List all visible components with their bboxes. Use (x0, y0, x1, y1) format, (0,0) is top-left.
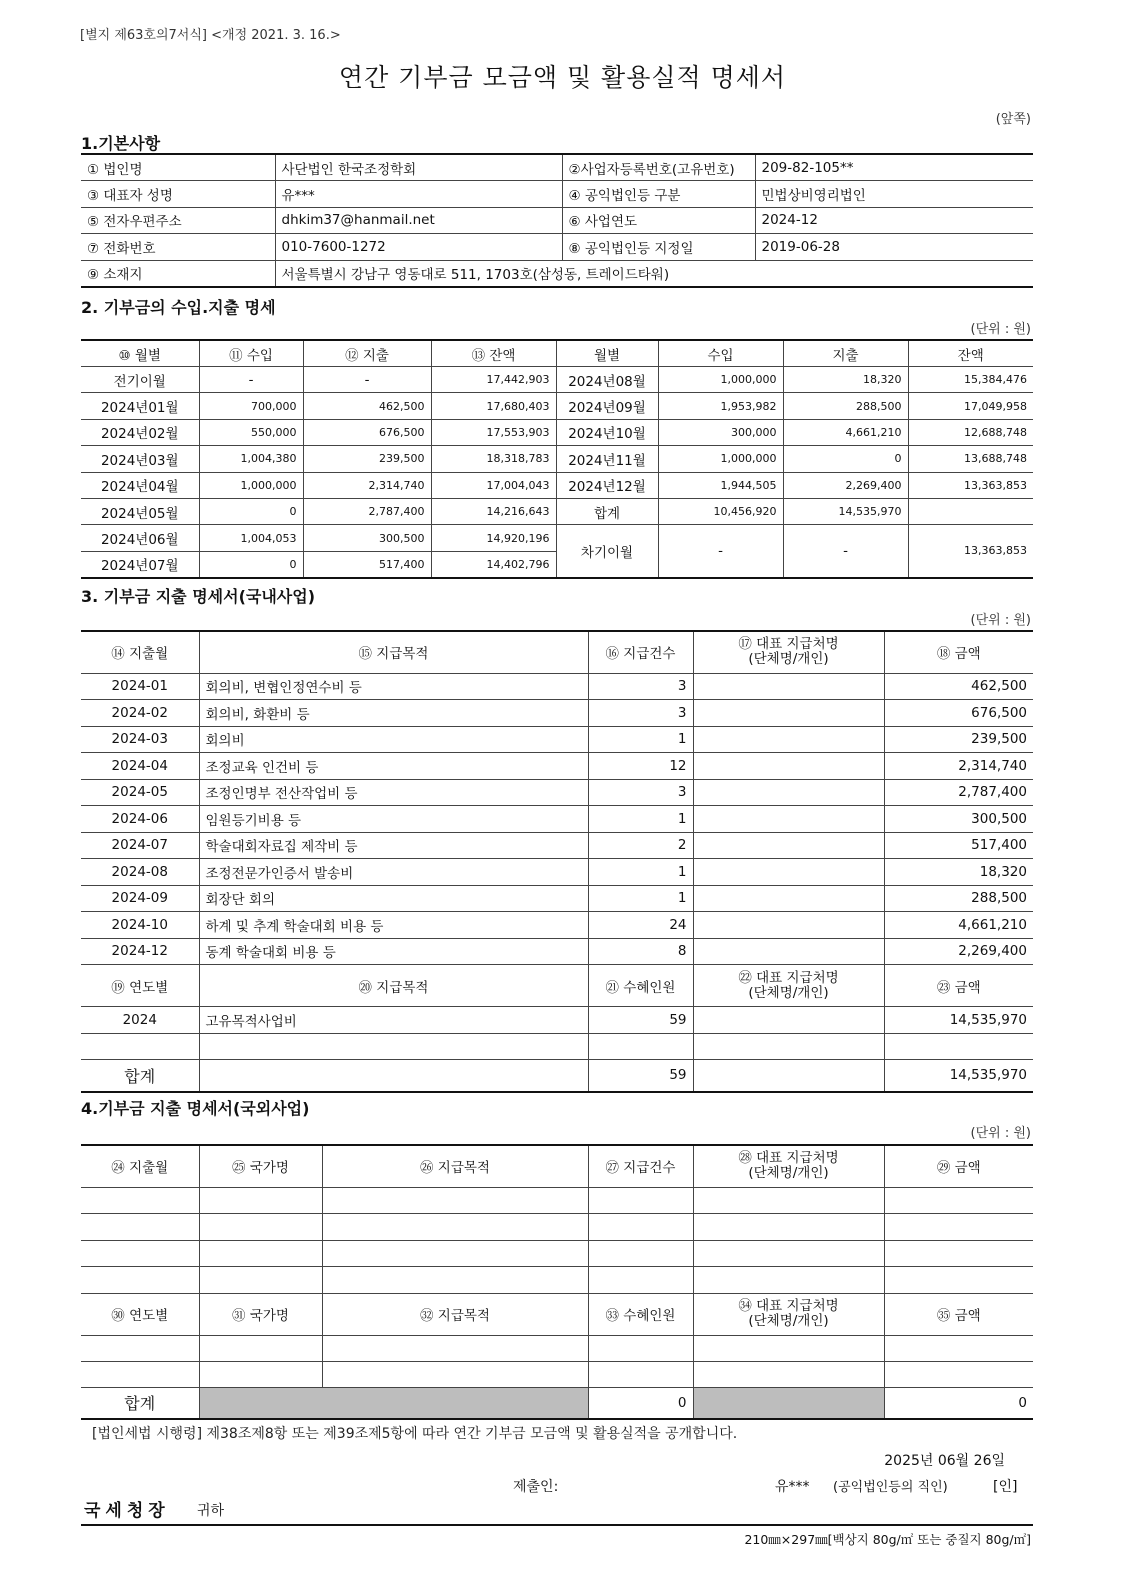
expense-row (81, 912, 1033, 939)
empty-cell (693, 1335, 884, 1361)
section4-title: 4.기부금 지출 명세서(국외사업) (81, 1099, 310, 1118)
amount-cell: 0 (199, 498, 303, 524)
empty-cell (884, 1335, 1033, 1361)
month-cell: 2024-08 (81, 859, 199, 886)
amount-cell: - (303, 367, 431, 393)
recipient-cell (693, 832, 884, 859)
yearly-row (81, 1007, 1033, 1034)
total-amount: 0 (884, 1387, 1033, 1419)
purpose-cell: 동계 학술대회 비용 등 (199, 938, 588, 965)
column-header: ⑱ 금액 (884, 631, 1033, 673)
amount-cell: 18,318,783 (431, 446, 556, 472)
amount-cell: 2,787,400 (884, 779, 1033, 806)
info-value: 사단법인 한국조정학회 (275, 154, 562, 181)
recipient-cell (693, 1007, 884, 1034)
month-cell: 2024-12 (81, 938, 199, 965)
header-line: ⑰ 대표 지급처명 (738, 636, 839, 653)
amount-cell: 462,500 (303, 393, 431, 419)
count-cell: 1 (588, 726, 693, 753)
empty-cell (588, 1240, 693, 1267)
total-row (81, 1060, 1033, 1092)
column-header (693, 1293, 884, 1335)
expense-row (81, 753, 1033, 780)
overseas-expense-table (81, 1144, 1033, 1420)
info-value: dhkim37@hanmail.net (275, 207, 562, 234)
header-line: (단체명/개인) (748, 651, 829, 668)
column-header: ⑩ 월별 (81, 340, 199, 367)
amount-cell: 2,314,740 (884, 753, 1033, 780)
month-cell: 2024년07월 (81, 551, 199, 577)
empty-cell (199, 1240, 322, 1267)
amount-cell: 14,535,970 (884, 1007, 1033, 1034)
column-header (693, 965, 884, 1007)
empty-cell (693, 1187, 884, 1214)
info-label: ④ 공익법인등 구분 (562, 181, 755, 208)
info-label: ⑤ 전자우편주소 (81, 207, 275, 234)
empty-cell (199, 1267, 322, 1294)
total-count: 59 (588, 1060, 693, 1092)
empty-cell (199, 1361, 322, 1387)
basic-info-table (81, 153, 1033, 288)
purpose-cell: 학술대회자료집 제작비 등 (199, 832, 588, 859)
column-header: 수입 (658, 340, 783, 367)
column-header: ⑲ 연도별 (81, 965, 199, 1007)
count-cell: 2 (588, 832, 693, 859)
front-side-label: (앞쪽) (995, 112, 1031, 127)
info-label: ②사업자등록번호(고유번호) (562, 154, 755, 181)
empty-cell (322, 1267, 588, 1294)
empty-cell (693, 1060, 884, 1092)
info-value: 민법상비영리법인 (755, 181, 1033, 208)
amount-cell: 14,216,643 (431, 498, 556, 524)
total-label: 합계 (81, 1060, 199, 1092)
year-cell: 2024 (81, 1007, 199, 1034)
column-header: ㉕ 국가명 (199, 1145, 322, 1187)
count-cell: 1 (588, 859, 693, 886)
info-label: ⑦ 전화번호 (81, 234, 275, 261)
empty-cell (884, 1187, 1033, 1214)
info-row (81, 154, 1033, 181)
recipient-name: 국세청장 (84, 1501, 170, 1521)
empty-cell (884, 1361, 1033, 1387)
expense-row (81, 779, 1033, 806)
empty-row (81, 1187, 1033, 1214)
column-header: ㉝ 수혜인원 (588, 1293, 693, 1335)
header-line: ㉞ 대표 지급처명 (738, 1298, 839, 1314)
purpose-cell: 조정교육 인건비 등 (199, 753, 588, 780)
column-header: ㉟ 금액 (884, 1293, 1033, 1335)
empty-cell (81, 1034, 199, 1060)
expense-row (81, 885, 1033, 912)
amount-cell: 0 (199, 551, 303, 577)
info-value: 209-82-105** (755, 154, 1033, 181)
amount-cell: - (658, 525, 783, 578)
shaded-cell (199, 1387, 588, 1419)
info-row (81, 260, 1033, 287)
disclosure-statement: [법인세법 시행령] 제38조제8항 또는 제39조제5항에 따라 연간 기부금 모금액 및 활용실적을 공개합니다. (92, 1426, 738, 1442)
expense-row (81, 832, 1033, 859)
purpose-cell: 고유목적사업비 (199, 1007, 588, 1034)
info-label: ③ 대표자 성명 (81, 181, 275, 208)
empty-cell (884, 1240, 1033, 1267)
month-row (81, 498, 1033, 524)
empty-row (81, 1267, 1033, 1294)
empty-cell (693, 1361, 884, 1387)
header-row (81, 1293, 1033, 1335)
empty-row (81, 1335, 1033, 1361)
recipient-cell (693, 779, 884, 806)
info-value: 010-7600-1272 (275, 234, 562, 261)
income-expense-table (81, 339, 1033, 579)
amount-cell: 4,661,210 (884, 912, 1033, 939)
amount-cell: 1,000,000 (199, 472, 303, 498)
expense-row (81, 673, 1033, 700)
empty-cell (322, 1240, 588, 1267)
empty-cell (199, 1335, 322, 1361)
empty-cell (322, 1214, 588, 1241)
empty-cell (693, 1214, 884, 1241)
empty-cell (199, 1060, 588, 1092)
month-cell: 2024-07 (81, 832, 199, 859)
column-header: ⑮ 지급목적 (199, 631, 588, 673)
month-cell: 2024년12월 (556, 472, 658, 498)
recipient-cell (693, 673, 884, 700)
empty-row (81, 1214, 1033, 1241)
amount-cell: 12,688,748 (908, 419, 1033, 445)
amount-cell: 239,500 (884, 726, 1033, 753)
amount-cell: 517,400 (303, 551, 431, 577)
header-line: ㉒ 대표 지급처명 (738, 969, 839, 986)
recipient-cell (693, 912, 884, 939)
month-cell: 2024년03월 (81, 446, 199, 472)
month-row (81, 472, 1033, 498)
section4-unit: (단위 : 원) (970, 1126, 1031, 1141)
submitter-label: 제출인: (513, 1479, 559, 1495)
amount-cell: 676,500 (303, 419, 431, 445)
amount-cell: 300,500 (303, 525, 431, 551)
empty-cell (588, 1187, 693, 1214)
empty-cell (322, 1361, 588, 1387)
amount-cell: 14,535,970 (783, 498, 908, 524)
recipient-honorific: 귀하 (197, 1503, 225, 1519)
amount-cell: 2,269,400 (884, 938, 1033, 965)
month-row (81, 525, 1033, 551)
column-header: ㉖ 지급목적 (322, 1145, 588, 1187)
section2-unit: (단위 : 원) (970, 322, 1031, 337)
amount-cell: 2,787,400 (303, 498, 431, 524)
empty-cell (199, 1187, 322, 1214)
empty-cell (588, 1335, 693, 1361)
empty-cell (884, 1267, 1033, 1294)
amount-cell: 1,944,505 (658, 472, 783, 498)
amount-cell: - (783, 525, 908, 578)
header-line: (단체명/개인) (748, 1313, 829, 1329)
column-header: ㉑ 수혜인원 (588, 965, 693, 1007)
column-header: ⑳ 지급목적 (199, 965, 588, 1007)
column-header: ㉓ 금액 (884, 965, 1033, 1007)
expense-row (81, 806, 1033, 833)
empty-cell (199, 1034, 588, 1060)
count-cell: 3 (588, 673, 693, 700)
header-line: ㉘ 대표 지급처명 (738, 1150, 839, 1167)
column-header: 월별 (556, 340, 658, 367)
info-row (81, 234, 1033, 261)
header-row (81, 631, 1033, 673)
column-header (693, 1145, 884, 1187)
amount-cell: 1,953,982 (658, 393, 783, 419)
month-cell: 2024년10월 (556, 419, 658, 445)
info-row (81, 181, 1033, 208)
amount-cell: 1,004,053 (199, 525, 303, 551)
month-cell: 2024년08월 (556, 367, 658, 393)
column-header: ㉙ 금액 (884, 1145, 1033, 1187)
empty-cell (81, 1267, 199, 1294)
month-cell: 2024-04 (81, 753, 199, 780)
empty-cell (322, 1187, 588, 1214)
amount-cell: 15,384,476 (908, 367, 1033, 393)
month-cell: 2024-06 (81, 806, 199, 833)
amount-cell: 517,400 (884, 832, 1033, 859)
column-header: ㉜ 지급목적 (322, 1293, 588, 1335)
month-cell: 2024-10 (81, 912, 199, 939)
amount-cell: 0 (783, 446, 908, 472)
count-cell: 59 (588, 1007, 693, 1034)
submit-date: 2025년 06월 26일 (884, 1453, 1005, 1469)
count-cell: 3 (588, 700, 693, 727)
amount-cell: 300,000 (658, 419, 783, 445)
purpose-cell: 조정전문가인증서 발송비 (199, 859, 588, 886)
recipient-cell (693, 859, 884, 886)
amount-cell: 1,004,380 (199, 446, 303, 472)
amount-cell: 676,500 (884, 700, 1033, 727)
info-label: ⑥ 사업연도 (562, 207, 755, 234)
month-row (81, 419, 1033, 445)
purpose-cell: 조정인명부 전산작업비 등 (199, 779, 588, 806)
month-cell: 2024-09 (81, 885, 199, 912)
amount-cell: 13,363,853 (908, 472, 1033, 498)
empty-cell (693, 1034, 884, 1060)
amount-cell: 13,363,853 (908, 525, 1033, 578)
empty-row (81, 1034, 1033, 1060)
column-header: ⑪ 수입 (199, 340, 303, 367)
amount-cell: 14,920,196 (431, 525, 556, 551)
header-row (81, 1145, 1033, 1187)
domestic-expense-table (81, 630, 1033, 1093)
empty-cell (81, 1335, 199, 1361)
info-row (81, 207, 1033, 234)
column-header: ⑬ 잔액 (431, 340, 556, 367)
total-label: 합계 (81, 1387, 199, 1419)
submitter-name: 유*** (775, 1479, 810, 1495)
count-cell: 1 (588, 885, 693, 912)
month-cell: 전기이월 (81, 367, 199, 393)
empty-cell (81, 1361, 199, 1387)
amount-cell (908, 498, 1033, 524)
empty-cell (588, 1267, 693, 1294)
amount-cell: 1,000,000 (658, 367, 783, 393)
info-label: ⑧ 공익법인등 지정일 (562, 234, 755, 261)
month-cell: 2024년11월 (556, 446, 658, 472)
amount-cell: 288,500 (884, 885, 1033, 912)
empty-cell (884, 1214, 1033, 1241)
amount-cell: 13,688,748 (908, 446, 1033, 472)
header-row (81, 965, 1033, 1007)
submitter-title: (공익법인등의 직인) (833, 1480, 948, 1495)
month-cell: 2024년05월 (81, 498, 199, 524)
count-cell: 12 (588, 753, 693, 780)
column-header: ⑫ 지출 (303, 340, 431, 367)
amount-cell: 2,314,740 (303, 472, 431, 498)
empty-cell (588, 1214, 693, 1241)
empty-cell (81, 1187, 199, 1214)
empty-cell (199, 1214, 322, 1241)
purpose-cell: 회의비 (199, 726, 588, 753)
empty-cell (81, 1240, 199, 1267)
month-cell: 2024년02월 (81, 419, 199, 445)
paper-spec: 210㎜×297㎜[백상지 80g/㎡ 또는 중질지 80g/㎡] (744, 1532, 1031, 1547)
count-cell: 8 (588, 938, 693, 965)
amount-cell: 17,442,903 (431, 367, 556, 393)
amount-cell: 288,500 (783, 393, 908, 419)
month-cell: 2024-03 (81, 726, 199, 753)
bottom-rule (81, 1524, 1033, 1526)
column-header: ㉚ 연도별 (81, 1293, 199, 1335)
amount-cell: 300,500 (884, 806, 1033, 833)
column-header: ⑭ 지출월 (81, 631, 199, 673)
info-value: 2019-06-28 (755, 234, 1033, 261)
empty-cell (693, 1240, 884, 1267)
empty-row (81, 1361, 1033, 1387)
expense-row (81, 859, 1033, 886)
amount-cell: 18,320 (884, 859, 1033, 886)
info-label: ① 법인명 (81, 154, 275, 181)
amount-cell: 17,049,958 (908, 393, 1033, 419)
recipient-cell (693, 885, 884, 912)
column-header: ⑯ 지급건수 (588, 631, 693, 673)
empty-cell (884, 1034, 1033, 1060)
month-cell: 2024-02 (81, 700, 199, 727)
page-title: 연간 기부금 모금액 및 활용실적 명세서 (338, 63, 787, 92)
section1-title: 1.기본사항 (81, 134, 161, 153)
purpose-cell: 하계 및 추계 학술대회 비용 등 (199, 912, 588, 939)
empty-cell (588, 1361, 693, 1387)
count-cell: 3 (588, 779, 693, 806)
month-cell: 2024-01 (81, 673, 199, 700)
amount-cell: 2,269,400 (783, 472, 908, 498)
recipient-cell (693, 726, 884, 753)
carry-label: 차기이월 (556, 525, 658, 578)
seal-mark: [인] (993, 1479, 1018, 1495)
purpose-cell: 회장단 회의 (199, 885, 588, 912)
empty-cell (588, 1034, 693, 1060)
column-header: ㉔ 지출월 (81, 1145, 199, 1187)
recipient-cell (693, 806, 884, 833)
amount-cell: 17,553,903 (431, 419, 556, 445)
amount-cell: 17,004,043 (431, 472, 556, 498)
amount-cell: 10,456,920 (658, 498, 783, 524)
month-row (81, 446, 1033, 472)
recipient-cell (693, 700, 884, 727)
month-cell: 2024년01월 (81, 393, 199, 419)
header-line: (단체명/개인) (748, 984, 829, 1001)
amount-cell: 17,680,403 (431, 393, 556, 419)
month-cell: 2024년09월 (556, 393, 658, 419)
amount-cell: 1,000,000 (658, 446, 783, 472)
expense-row (81, 938, 1033, 965)
month-row (81, 367, 1033, 393)
info-value: 2024-12 (755, 207, 1033, 234)
month-cell: 2024년06월 (81, 525, 199, 551)
address-value: 서울특별시 강남구 영동대로 511, 1703호(삼성동, 트레이드타워) (275, 260, 1033, 287)
column-header: ㉛ 국가명 (199, 1293, 322, 1335)
info-label: ⑨ 소재지 (81, 260, 275, 287)
empty-row (81, 1240, 1033, 1267)
section3-title: 3. 기부금 지출 명세서(국내사업) (81, 587, 316, 606)
expense-row (81, 726, 1033, 753)
amount-cell: 18,320 (783, 367, 908, 393)
recipient-cell (693, 938, 884, 965)
recipient-cell (693, 753, 884, 780)
month-row (81, 393, 1033, 419)
amount-cell: 4,661,210 (783, 419, 908, 445)
total-row (81, 1387, 1033, 1419)
month-cell: 2024년04월 (81, 472, 199, 498)
form-id: [별지 제63호의7서식] <개정 2021. 3. 16.> (80, 28, 341, 43)
header-row (81, 340, 1033, 367)
total-count: 0 (588, 1387, 693, 1419)
info-value: 유*** (275, 181, 562, 208)
empty-cell (693, 1267, 884, 1294)
section2-title: 2. 기부금의 수입.지출 명세 (81, 298, 276, 317)
amount-cell: - (199, 367, 303, 393)
header-line: (단체명/개인) (748, 1165, 829, 1182)
purpose-cell: 임원등기비용 등 (199, 806, 588, 833)
month-cell: 합계 (556, 498, 658, 524)
column-header: 잔액 (908, 340, 1033, 367)
purpose-cell: 회의비, 화환비 등 (199, 700, 588, 727)
count-cell: 1 (588, 806, 693, 833)
count-cell: 24 (588, 912, 693, 939)
expense-row (81, 700, 1033, 727)
empty-cell (81, 1214, 199, 1241)
column-header (693, 631, 884, 673)
amount-cell: 550,000 (199, 419, 303, 445)
amount-cell: 239,500 (303, 446, 431, 472)
section3-unit: (단위 : 원) (970, 613, 1031, 628)
empty-cell (322, 1335, 588, 1361)
column-header: ㉗ 지급건수 (588, 1145, 693, 1187)
month-cell: 2024-05 (81, 779, 199, 806)
column-header: 지출 (783, 340, 908, 367)
amount-cell: 700,000 (199, 393, 303, 419)
amount-cell: 14,402,796 (431, 551, 556, 577)
purpose-cell: 회의비, 변협인정연수비 등 (199, 673, 588, 700)
shaded-cell (693, 1387, 884, 1419)
amount-cell: 462,500 (884, 673, 1033, 700)
total-amount: 14,535,970 (884, 1060, 1033, 1092)
